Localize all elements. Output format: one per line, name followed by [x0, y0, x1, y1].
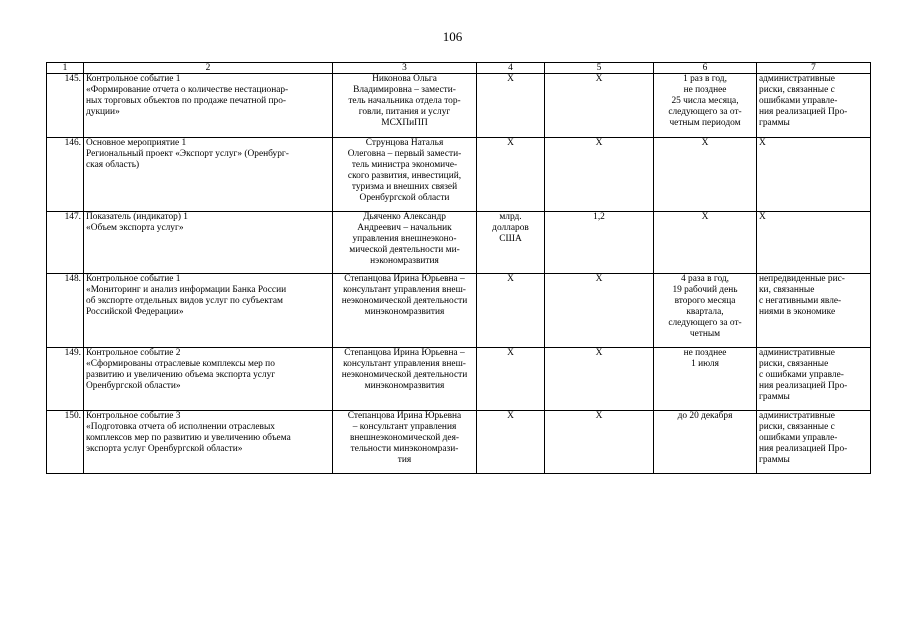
deadline-cell: до 20 декабря	[654, 411, 757, 474]
column-header-6: 6	[654, 63, 757, 74]
value-cell: Х	[545, 138, 654, 212]
column-number-row	[47, 63, 871, 74]
plan-table	[46, 62, 871, 474]
event-cell: Контрольное событие 1 «Мониторинг и анализ информации Банка России об экспорте отдельных видов услуг по субъектам Российской Федерации»	[84, 274, 333, 348]
risks-cell: Х	[757, 138, 871, 212]
page-number: 106	[442, 29, 463, 44]
deadline-cell: 4 раза в год, 19 рабочий день второго месяца квартала, следующего за от- четным	[654, 274, 757, 348]
deadline-cell: Х	[654, 212, 757, 274]
value-cell: Х	[545, 274, 654, 348]
responsible-cell: Степанцова Ирина Юрьевна – консультант управления внеш- неэкономической деятельности минэкономразвития	[333, 274, 477, 348]
risks-cell: непредвиденные рис- ки, связанные с негативными явле- ниями в экономике	[757, 274, 871, 348]
event-cell: Основное мероприятие 1 Региональный проект «Экспорт услуг» (Оренбург- ская область)	[84, 138, 333, 212]
row-number: 145.	[47, 74, 84, 138]
deadline-cell: 1 раз в год, не позднее 25 числа месяца, следующего за от- четным периодом	[654, 74, 757, 138]
value-cell: Х	[545, 411, 654, 474]
deadline-cell: не позднее 1 июля	[654, 348, 757, 411]
row-number: 148.	[47, 274, 84, 348]
event-cell: Контрольное событие 2 «Сформированы отраслевые комплексы мер по развитию и увеличению объема экспорта услуг Оренбургской области»	[84, 348, 333, 411]
deadline-cell: Х	[654, 138, 757, 212]
risks-cell: Х	[757, 212, 871, 274]
table-row	[47, 74, 871, 138]
risks-cell: административные риски, связанные с ошибками управле- ния реализацией Про- граммы	[757, 411, 871, 474]
responsible-cell: Степанцова Ирина Юрьевна – консультант управления внешнеэкономической дея- тельности минэкономрази- тия	[333, 411, 477, 474]
value-cell: 1,2	[545, 212, 654, 274]
value-cell: Х	[545, 74, 654, 138]
responsible-cell: Никонова Ольга Владимировна – замести- тель начальника отдела тор- говли, питания и услуг МСХПиПП	[333, 74, 477, 138]
event-cell: Показатель (индикатор) 1 «Объем экспорта услуг»	[84, 212, 333, 274]
row-number: 149.	[47, 348, 84, 411]
unit-cell: Х	[477, 348, 545, 411]
column-header-7: 7	[757, 63, 871, 74]
responsible-cell: Дьяченко Александр Андреевич – начальник управления внешнеэконо- мической деятельности ми- нэкономразвития	[333, 212, 477, 274]
value-cell: Х	[545, 348, 654, 411]
table-row	[47, 348, 871, 411]
row-number: 150.	[47, 411, 84, 474]
event-cell: Контрольное событие 3 «Подготовка отчета об исполнении отраслевых комплексов мер по развитию и увеличению объема экспорта услуг Оренбургской области»	[84, 411, 333, 474]
row-number: 147.	[47, 212, 84, 274]
column-header-3: 3	[333, 63, 477, 74]
unit-cell: Х	[477, 74, 545, 138]
row-number: 146.	[47, 138, 84, 212]
unit-cell: Х	[477, 411, 545, 474]
column-header-5: 5	[545, 63, 654, 74]
column-header-4: 4	[477, 63, 545, 74]
event-cell: Контрольное событие 1 «Формирование отчета о количестве нестационар- ных торговых объектов по продаже печатной про- дукции»	[84, 74, 333, 138]
responsible-cell: Струнцова Наталья Олеговна – первый замести- тель министра экономиче- ского развития, инвестиций, туризма и внешних связей Оренбургской области	[333, 138, 477, 212]
column-header-1: 1	[47, 63, 84, 74]
unit-cell: Х	[477, 274, 545, 348]
unit-cell: Х	[477, 138, 545, 212]
risks-cell: административные риски, связанные с ошибками управле- ния реализацией Про- граммы	[757, 348, 871, 411]
table-row	[47, 411, 871, 474]
table-row	[47, 274, 871, 348]
risks-cell: административные риски, связанные с ошибками управле- ния реализацией Про- граммы	[757, 74, 871, 138]
unit-cell: млрд. долларов США	[477, 212, 545, 274]
table-row	[47, 138, 871, 212]
table-row	[47, 212, 871, 274]
column-header-2: 2	[84, 63, 333, 74]
responsible-cell: Степанцова Ирина Юрьевна – консультант управления внеш- неэкономической деятельности минэкономразвития	[333, 348, 477, 411]
